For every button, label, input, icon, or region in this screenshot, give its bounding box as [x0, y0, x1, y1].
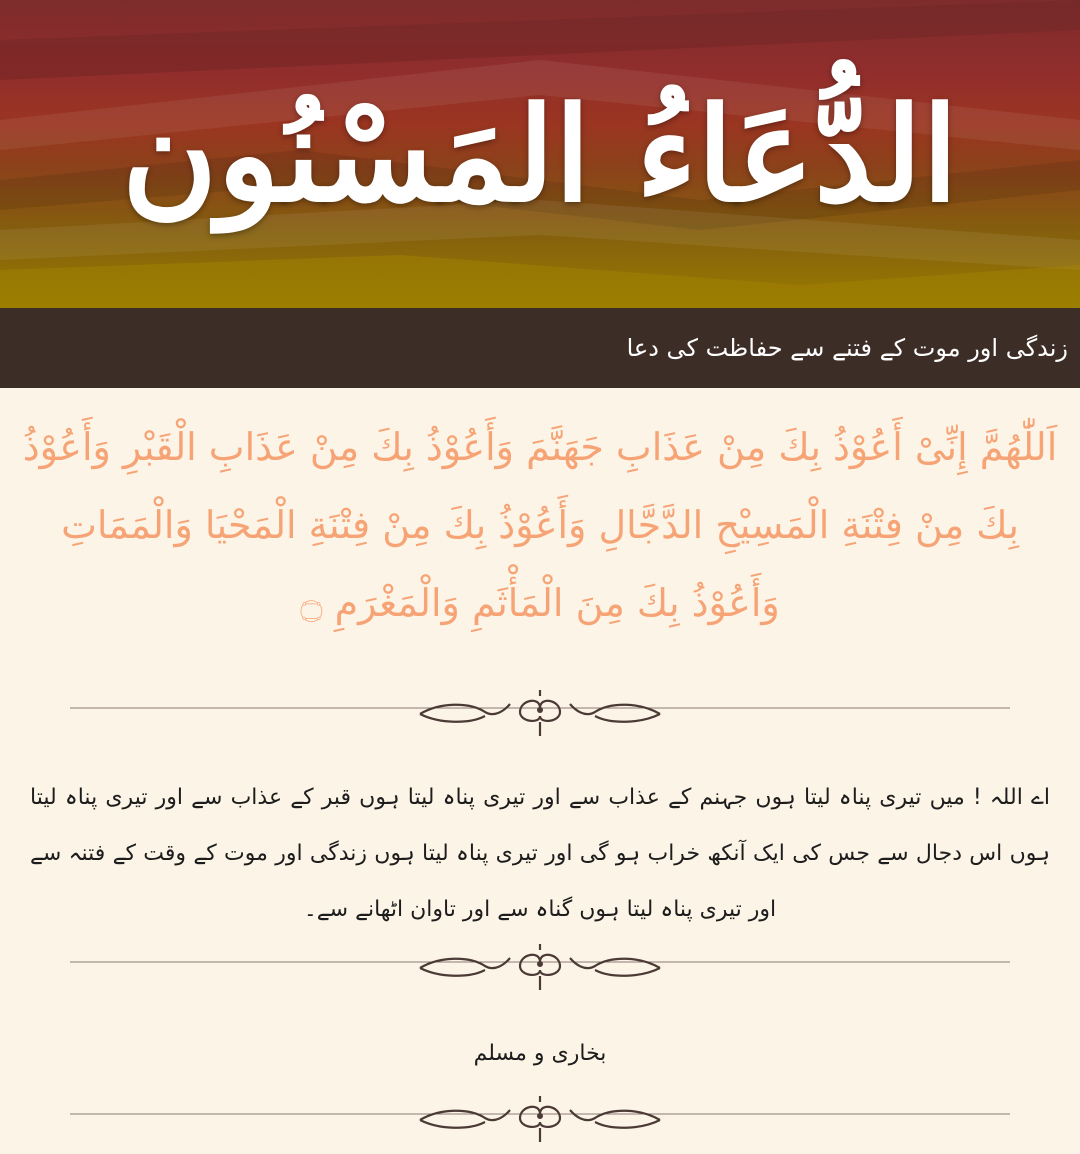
hadith-reference: بخاری و مسلم	[473, 1041, 607, 1066]
ornamental-divider-icon	[0, 1094, 1080, 1144]
header-banner	[0, 0, 1080, 308]
ornamental-divider-icon	[0, 688, 1080, 738]
subtitle-text: زندگی اور موت کے فتنے سے حفاظت کی دعا	[626, 334, 1068, 362]
ornamental-divider-icon	[0, 942, 1080, 992]
banner-title: الدُّعَاءُ المَسْنُون	[121, 78, 959, 231]
dua-arabic-text: اَللّٰهُمَّ إِنِّیْ أَعُوْذُ بِكَ مِنْ عَذَابِ جَهَنَّمَ وَأَعُوْذُ بِكَ مِنْ عَذَابِ الْقَبْرِ وَأَعُوْذُ بِكَ مِنْ فِتْنَةِ الْمَسِیْحِ الدَّجَّالِ وَأَعُوْذُ بِكَ مِنْ فِتْنَةِ الْمَحْیَا وَالْمَمَاتِ وَأَعُوْذُ بِكَ مِنَ الْمَأْثَمِ وَالْمَغْرَمِ ۝	[22, 425, 1058, 625]
dua-urdu-translation: اے اللہ ! میں تیری پناہ لیتا ہوں جہنم کے عذاب سے اور تیری پناہ لیتا ہوں قبر کے عذاب سے اور تیری پناہ لیتا ہوں اس دجال سے جس کی ایک آنکھ خراب ہو گی اور تیری پناہ لیتا ہوں زندگی اور موت کے وقت کے فتنہ سے اور تیری پناہ لیتا ہوں گناہ سے اور تاوان اٹھانے سے۔	[30, 785, 1050, 922]
subtitle-strip	[0, 308, 1080, 388]
